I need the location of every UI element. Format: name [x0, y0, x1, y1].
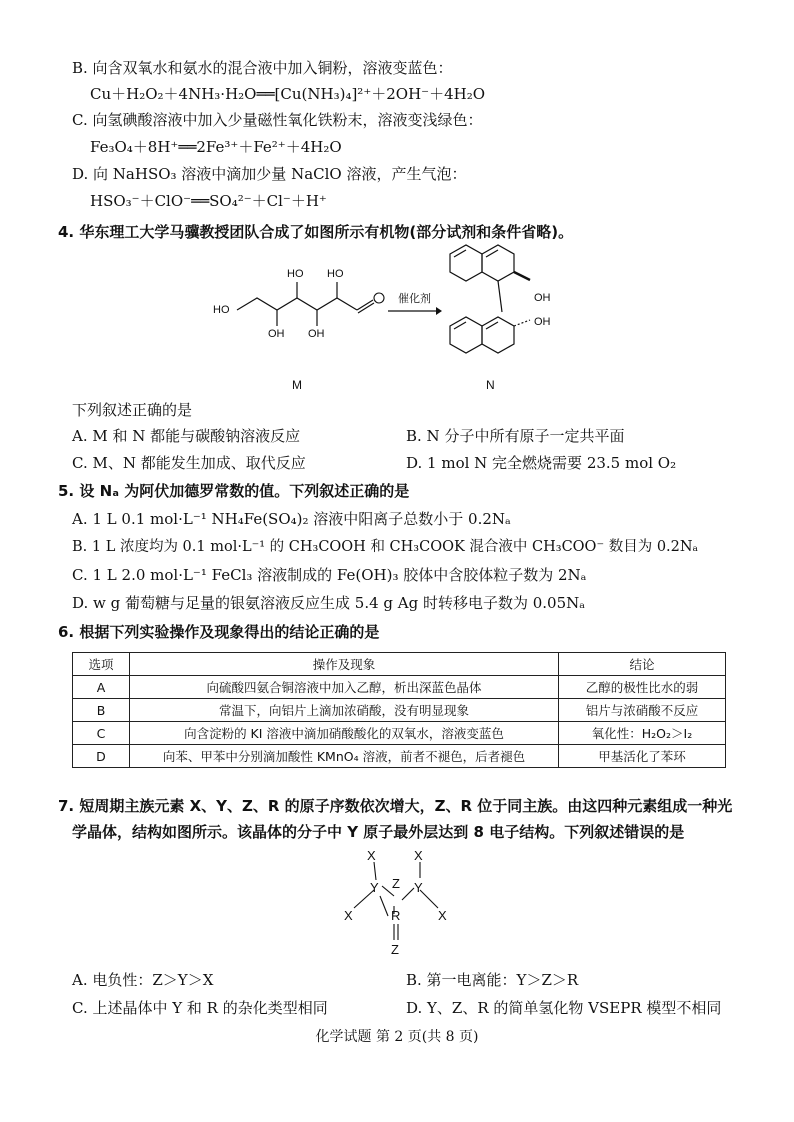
- atom-x-top-right: X: [414, 848, 423, 863]
- arrow-catalyst-label: 催化剂: [398, 293, 431, 305]
- m-ho-label-1: HO: [213, 304, 230, 316]
- table-row: [73, 745, 726, 768]
- q7-option-d: D. Y、Z、R 的简单氢化物 VSEPR 模型不相同: [406, 999, 722, 1017]
- table-row: [73, 699, 726, 722]
- header-option: 选项: [73, 653, 130, 676]
- q5-option-a: A. 1 L 0.1 mol·L⁻¹ NH₄Fe(SO₄)₂ 溶液中阳离子总数小于 0.2Nₐ: [72, 510, 511, 528]
- row-a-conclusion: 乙醇的极性比水的弱: [559, 676, 726, 699]
- q7-option-a: A. 电负性：Z＞Y＞X: [72, 971, 214, 989]
- crystal-structure-diagram: [330, 848, 470, 960]
- q7-option-b: B. 第一电离能：Y＞Z＞R: [406, 971, 579, 989]
- q4-prompt: 下列叙述正确的是: [72, 401, 193, 419]
- row-d-operation: 向苯、甲苯中分别滴加酸性 KMnO₄ 溶液，前者不褪色，后者褪色: [130, 745, 559, 768]
- row-b-conclusion: 铝片与浓硝酸不反应: [559, 699, 726, 722]
- molecule-n-structure: [440, 240, 570, 380]
- reaction-arrow-icon: [386, 305, 442, 317]
- row-a-operation: 向硫酸四氨合铜溶液中加入乙醇，析出深蓝色晶体: [130, 676, 559, 699]
- n-oh-label-1: OH: [534, 292, 551, 304]
- q7-stem-line1: 7. 短周期主族元素 X、Y、Z、R 的原子序数依次增大，Z、R 位于同主族。由这四种元素组成一种光: [58, 797, 733, 815]
- label-m: M: [292, 378, 302, 392]
- q5-option-d: D. w g 葡萄糖与足量的银氨溶液反应生成 5.4 g Ag 时转移电子数为 0.05Nₐ: [72, 594, 586, 612]
- header-conclusion: 结论: [559, 653, 726, 676]
- q5-stem: 5. 设 Nₐ 为阿伏加德罗常数的值。下列叙述正确的是: [58, 482, 410, 500]
- n-oh-label-2: OH: [534, 316, 551, 328]
- q4-option-c: C. M、N 都能发生加成、取代反应: [72, 454, 306, 472]
- row-b-option: B: [73, 699, 130, 722]
- atom-r: R: [391, 908, 401, 923]
- q3-option-b-equation: Cu＋H₂O₂＋4NH₃·H₂O══[Cu(NH₃)₄]²⁺＋2OH⁻＋4H₂O: [90, 85, 486, 103]
- row-c-conclusion: 氧化性：H₂O₂＞I₂: [559, 722, 726, 745]
- q7-stem-line2: 学晶体，结构如图所示。该晶体的分子中 Y 原子最外层达到 8 电子结构。下列叙述错误的是: [72, 823, 685, 841]
- header-operation: 操作及现象: [130, 653, 559, 676]
- atom-x-bottom-left: X: [344, 908, 353, 923]
- experiment-table: [72, 652, 726, 768]
- q4-option-a: A. M 和 N 都能与碳酸钠溶液反应: [72, 427, 301, 445]
- table-row: [73, 722, 726, 745]
- q3-option-d-text: D. 向 NaHSO₃ 溶液中滴加少量 NaClO 溶液，产生气泡：: [72, 165, 467, 183]
- m-oh-label-2: OH: [308, 328, 325, 340]
- page-footer: 化学试题 第 2 页(共 8 页): [315, 1029, 479, 1045]
- q5-option-c: C. 1 L 2.0 mol·L⁻¹ FeCl₃ 溶液制成的 Fe(OH)₃ 胶体中含胶体粒子数为 2Nₐ: [72, 566, 587, 584]
- q7-option-c: C. 上述晶体中 Y 和 R 的杂化类型相同: [72, 999, 328, 1017]
- q4-stem: 4. 华东理工大学马骥教授团队合成了如图所示有机物(部分试剂和条件省略)。: [58, 223, 574, 241]
- table-row: [73, 676, 726, 699]
- q4-option-d: D. 1 mol N 完全燃烧需要 23.5 mol O₂: [406, 454, 677, 472]
- m-ho-label-3: HO: [327, 268, 344, 280]
- row-d-option: D: [73, 745, 130, 768]
- atom-y-left: Y: [370, 880, 379, 895]
- atom-x-top-left: X: [367, 848, 376, 863]
- label-n: N: [486, 378, 495, 392]
- q3-option-b-text: B. 向含双氧水和氨水的混合液中加入铜粉，溶液变蓝色：: [72, 59, 453, 77]
- atom-z-bottom: Z: [391, 942, 399, 957]
- row-c-option: C: [73, 722, 130, 745]
- row-a-option: A: [73, 676, 130, 699]
- row-b-operation: 常温下，向铝片上滴加浓硝酸，没有明显现象: [130, 699, 559, 722]
- q3-option-c-equation: Fe₃O₄＋8H⁺══2Fe³⁺＋Fe²⁺＋4H₂O: [90, 138, 342, 156]
- m-ho-label-2: HO: [287, 268, 304, 280]
- row-c-operation: 向含淀粉的 KI 溶液中滴加硝酸酸化的双氧水，溶液变蓝色: [130, 722, 559, 745]
- atom-z-top: Z: [392, 876, 400, 891]
- atom-x-bottom-right: X: [438, 908, 447, 923]
- q6-stem: 6. 根据下列实验操作及现象得出的结论正确的是: [58, 623, 380, 641]
- m-oh-label-1: OH: [268, 328, 285, 340]
- row-d-conclusion: 甲基活化了苯环: [559, 745, 726, 768]
- q3-option-d-equation: HSO₃⁻＋ClO⁻══SO₄²⁻＋Cl⁻＋H⁺: [90, 192, 327, 210]
- atom-y-right: Y: [414, 880, 423, 895]
- q3-option-c-text: C. 向氢碘酸溶液中加入少量磁性氧化铁粉末，溶液变浅绿色：: [72, 111, 483, 129]
- q5-option-b: B. 1 L 浓度均为 0.1 mol·L⁻¹ 的 CH₃COOH 和 CH₃COOK 混合液中 CH₃COO⁻ 数目为 0.2Nₐ: [72, 539, 699, 555]
- table-header-row: [73, 653, 726, 676]
- q4-option-b: B. N 分子中所有原子一定共平面: [406, 427, 625, 445]
